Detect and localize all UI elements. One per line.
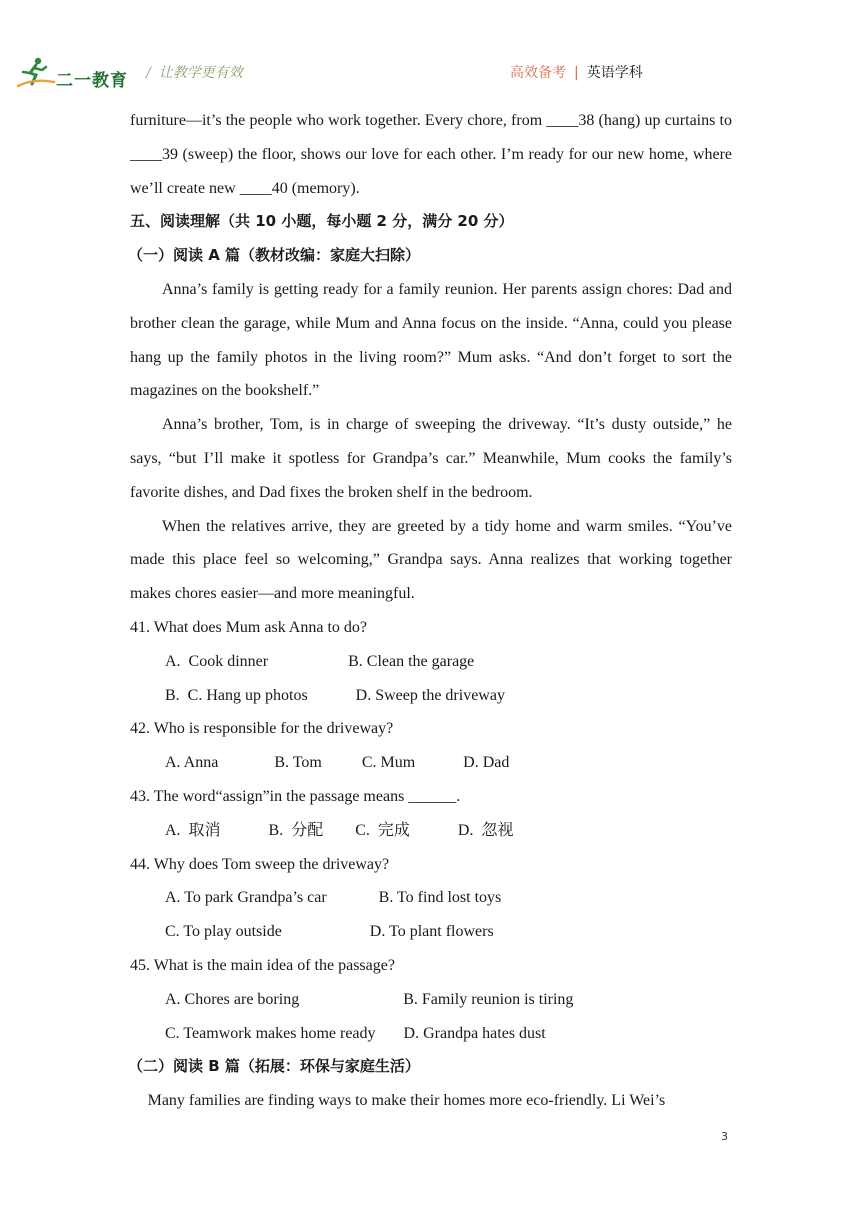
- question-41-options-row-2: B. C. Hang up photos D. Sweep the driveway: [165, 686, 505, 704]
- question-42: 42. Who is responsible for the driveway?: [130, 720, 394, 738]
- part-a-title: （一）阅读 A 篇（教材改编：家庭大扫除）: [128, 246, 421, 265]
- question-42-options: A. Anna B. Tom C. Mum D. Dad: [165, 754, 510, 772]
- page-content: [130, 104, 732, 1118]
- question-44-options-row-2: C. To play outside D. To plant flowers: [165, 923, 494, 941]
- logo-text: 二一教育: [56, 71, 128, 91]
- logo: [16, 56, 126, 90]
- exam-tag: 高效备考: [510, 65, 566, 81]
- passage-a-paragraph-1: Anna’s family is getting ready for a family reunion. Her parents assign chores: Dad and brother clean the garage, while Mum and Anna focus on the inside. “Anna, could you please hang up the family photos in the living room?” Mum asks. “And don’t forget to sort the magazines on the bookshelf.”: [130, 280, 732, 400]
- question-45-options-row-1: A. Chores are boring B. Family reunion is tiring: [165, 990, 574, 1008]
- question-41-options-row-1: A. Cook dinner B. Clean the garage: [165, 652, 475, 670]
- question-45-options-row-2: C. Teamwork makes home ready D. Grandpa hates dust: [165, 1024, 546, 1042]
- paragraph-continued: furniture—it’s the people who work together. Every chore, from ____38 (hang) up curtains to ____39 (sweep) the floor, shows our love for each other. I’m ready for our new home, where we’ll create new ____40 (memory).: [130, 112, 732, 197]
- vertical-divider: |: [574, 65, 579, 81]
- passage-b-paragraph-1: Many families are finding ways to make their homes more eco-friendly. Li Wei’s: [147, 1092, 666, 1110]
- subject-block: [510, 62, 643, 82]
- slash-divider: /: [146, 65, 151, 81]
- part-b-title: （二）阅读 B 篇（拓展：环保与家庭生活）: [128, 1057, 420, 1076]
- page-number: 3: [721, 1130, 728, 1143]
- question-44: 44. Why does Tom sweep the driveway?: [130, 855, 390, 873]
- slogan: [146, 62, 243, 82]
- question-44-options-row-1: A. To park Grandpa’s car B. To find lost toys: [165, 889, 502, 907]
- question-43: 43. The word“assign”in the passage means ______.: [130, 787, 461, 805]
- section-title-reading: 五、阅读理解（共 10 小题，每小题 2 分，满分 20 分）: [130, 212, 514, 231]
- passage-a-paragraph-3: When the relatives arrive, they are greeted by a tidy home and warm smiles. “You’ve made this place feel so welcoming,” Grandpa says. Anna realizes that working together makes chores easier—and more meaningful.: [130, 517, 732, 603]
- question-45: 45. What is the main idea of the passage?: [130, 956, 395, 974]
- question-41: 41. What does Mum ask Anna to do?: [130, 618, 368, 636]
- question-43-options: A. 取消 B. 分配 C. 完成 D. 忽视: [165, 821, 514, 839]
- slogan-text: 让教学更有效: [158, 65, 243, 81]
- subject-label: 英语学科: [586, 65, 643, 81]
- page-header: [0, 0, 860, 100]
- passage-a-paragraph-2: Anna’s brother, Tom, is in charge of sweeping the driveway. “It’s dusty outside,” he says, “but I’ll make it spotless for Grandpa’s car.” Meanwhile, Mum cooks the family’s favorite dishes, and Dad fixes the broken shelf in the bedroom.: [130, 416, 732, 501]
- runner-logo-icon: [16, 56, 56, 90]
